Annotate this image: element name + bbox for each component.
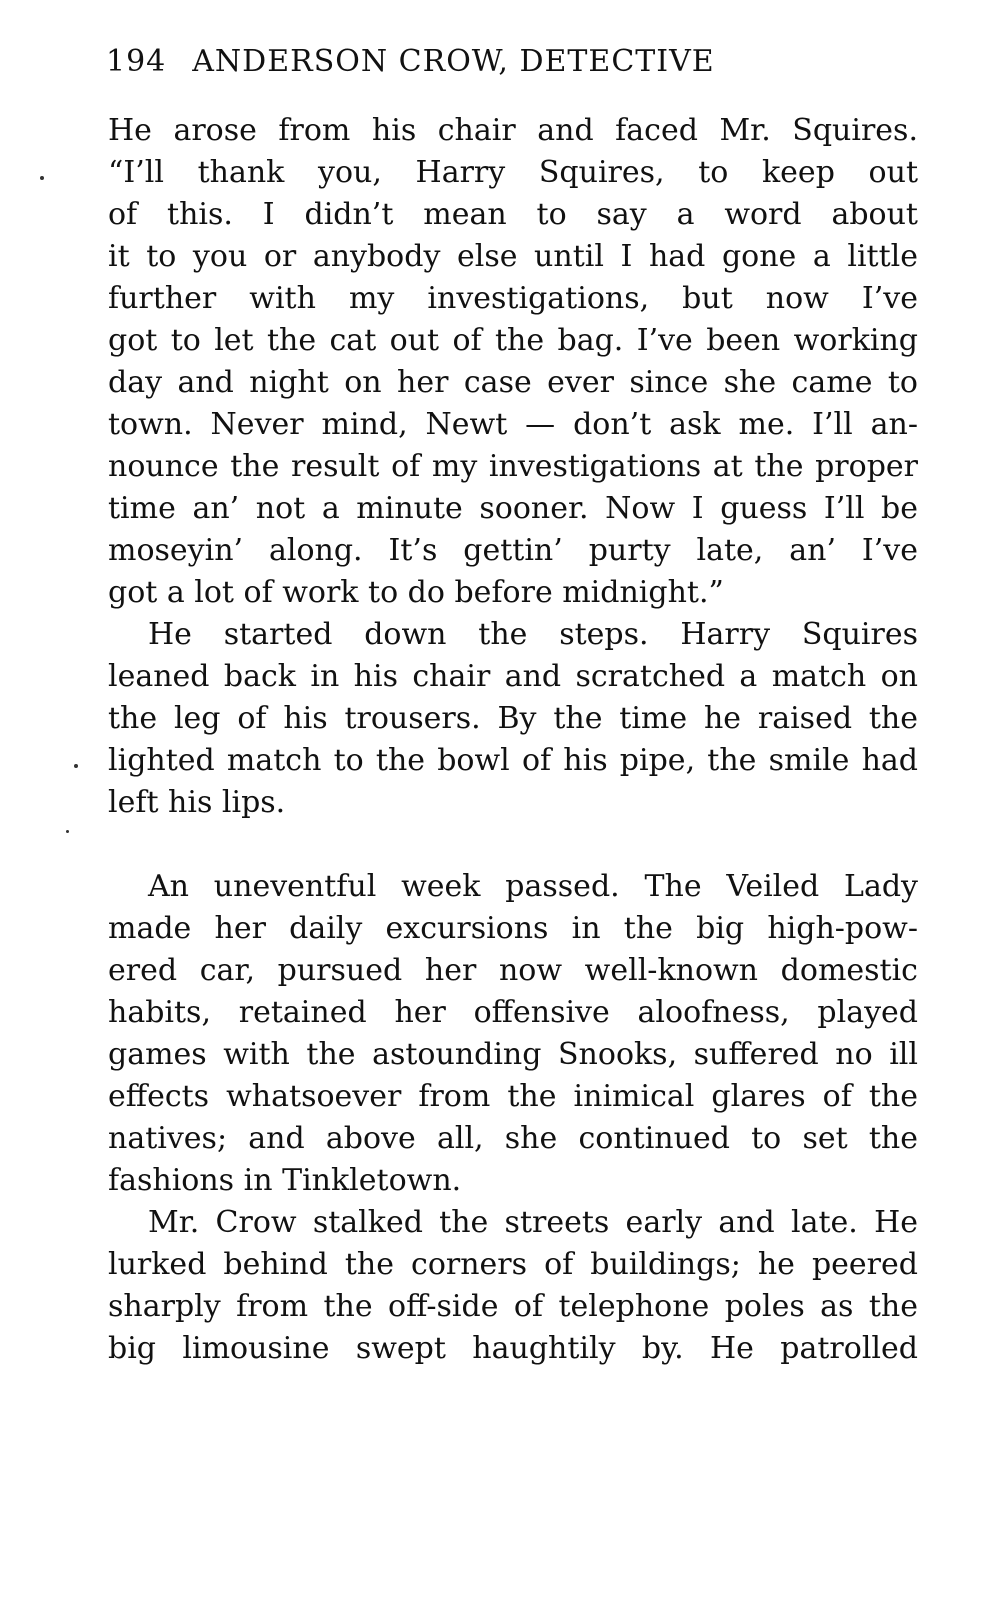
text-line: got a lot of work to do before midnight.” <box>108 575 724 610</box>
text-line: ered car, pursued her now well-known domestic <box>108 953 918 988</box>
scan-speck <box>66 830 69 833</box>
text-section-2 <box>108 866 918 1370</box>
text-line: it to you or anybody else until I had gone a little <box>108 239 918 274</box>
text-line: left his lips. <box>108 785 286 820</box>
scan-speck <box>40 176 44 180</box>
text-line: habits, retained her offensive aloofness, played <box>108 995 918 1030</box>
text-section-1 <box>108 110 918 824</box>
text-line: big limousine swept haughtily by. He patrolled <box>108 1331 918 1366</box>
text-line: leaned back in his chair and scratched a match on <box>108 659 918 694</box>
text-line: day and night on her case ever since she came to <box>108 365 918 400</box>
text-line: He started down the steps. Harry Squires <box>148 617 918 652</box>
text-line: made her daily excursions in the big high-pow- <box>108 911 918 946</box>
text-line: lighted match to the bowl of his pipe, the smile had <box>108 743 918 778</box>
text-line: nounce the result of my investigations at the proper <box>108 449 918 484</box>
text-line: town. Never mind, Newt — don’t ask me. I’ll an- <box>108 407 918 442</box>
text-line: Mr. Crow stalked the streets early and late. He <box>148 1205 918 1240</box>
text-line: An uneventful week passed. The Veiled Lady <box>148 869 918 904</box>
text-line: got to let the cat out of the bag. I’ve been working <box>108 323 918 358</box>
text-line: “I’ll thank you, Harry Squires, to keep out <box>108 155 918 190</box>
text-line: of this. I didn’t mean to say a word about <box>108 197 918 232</box>
text-line: moseyin’ along. It’s gettin’ purty late, an’ I’ve <box>108 533 918 568</box>
text-line: the leg of his trousers. By the time he raised the <box>108 701 918 736</box>
text-line: games with the astounding Snooks, suffered no ill <box>108 1037 918 1072</box>
text-line: fashions in Tinkletown. <box>108 1163 462 1198</box>
text-line: further with my investigations, but now I’ve <box>108 281 918 316</box>
running-title: ANDERSON CROW, DETECTIVE <box>192 44 715 79</box>
scan-speck <box>74 764 78 768</box>
text-line: lurked behind the corners of buildings; he peered <box>108 1247 918 1282</box>
page-header <box>106 44 886 79</box>
text-line: He arose from his chair and faced Mr. Squires. <box>108 113 918 148</box>
text-line: time an’ not a minute sooner. Now I guess I’ll be <box>108 491 918 526</box>
page-number: 194 <box>106 44 167 79</box>
text-line: natives; and above all, she continued to set the <box>108 1121 918 1156</box>
text-line: sharply from the off-side of telephone poles as the <box>108 1289 918 1324</box>
text-line: effects whatsoever from the inimical glares of the <box>108 1079 918 1114</box>
